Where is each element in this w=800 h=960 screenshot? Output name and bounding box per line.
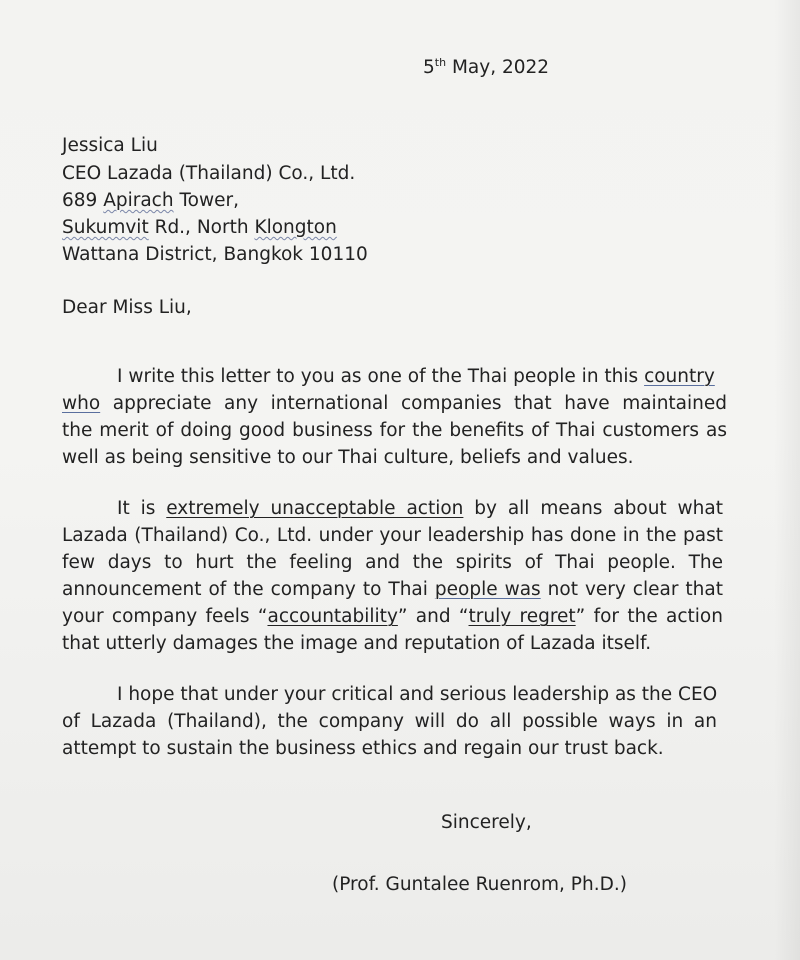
salutation: Dear Miss Liu, (62, 297, 192, 318)
closing: Sincerely, (441, 812, 532, 833)
paragraph-2-line: few days to hurt the feeling and the spirits of Thai people. The (62, 552, 723, 573)
paragraph-2-line: Lazada (Thailand) Co., Ltd. under your leadership has done in the past (62, 525, 723, 546)
paragraph-1-line: who appreciate any international companies that have maintained (62, 393, 727, 414)
paragraph-2-line: announcement of the company to Thai people was not very clear that (62, 579, 723, 600)
recipient-title: CEO Lazada (Thailand) Co., Ltd. (62, 163, 356, 184)
recipient-address-line-1: 689 Apirach Tower, (62, 190, 239, 211)
paragraph-1-line: I write this letter to you as one of the Thai people in this country (117, 366, 715, 387)
paragraph-2-line: It is extremely unacceptable action by all means about what (117, 498, 724, 519)
page-shadow (774, 0, 800, 960)
paragraph-1-line: well as being sensitive to our Thai culture, beliefs and values. (62, 447, 634, 468)
recipient-address-line-2: Sukumvit Rd., North Klongton (62, 217, 337, 238)
paragraph-2-line: that utterly damages the image and reputation of Lazada itself. (62, 633, 652, 654)
paragraph-3-line: attempt to sustain the business ethics and regain our trust back. (62, 738, 664, 759)
paragraph-3-line: I hope that under your critical and serious leadership as the CEO (117, 684, 718, 705)
paragraph-3-line: of Lazada (Thailand), the company will do all possible ways in an (62, 711, 717, 732)
signature-name: (Prof. Guntalee Ruenrom, Ph.D.) (332, 874, 627, 895)
paragraph-1-line: the merit of doing good business for the benefits of Thai customers as (62, 420, 727, 441)
recipient-name: Jessica Liu (62, 135, 158, 156)
paragraph-2-line: your company feels “accountability” and “truly regret” for the action (62, 606, 723, 627)
letter-date: 5th May, 2022 (423, 56, 550, 78)
recipient-address-line-3: Wattana District, Bangkok 10110 (62, 244, 368, 265)
